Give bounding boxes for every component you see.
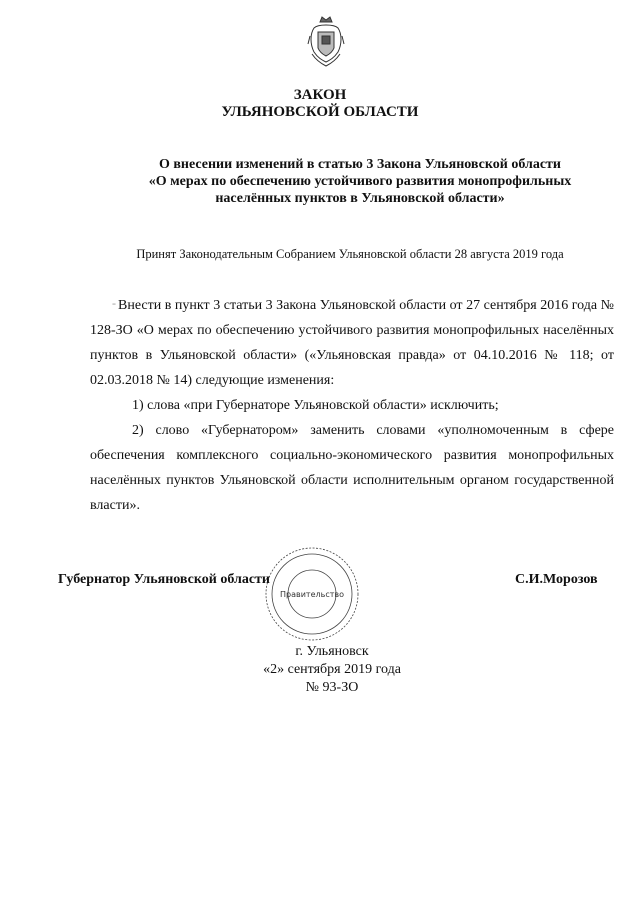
subject-line1: О внесении изменений в статью 3 Закона Ульяновской области: [158, 157, 561, 172]
seal-text: Правительство: [280, 590, 344, 599]
law-title-line2: УЛЬЯНОВСКОЙ ОБЛАСТИ: [221, 104, 419, 120]
body-paragraph: Внести в пункт 3 статьи 3 Закона Ульяновской области от 27 сентября 2016 года № 128-ЗО «О мерах по обеспечению устойчивого развития монопрофильных населённых пунктов в Ульяновской области» («Ульяновская правда» от 04.10.2016 № 118; от 02.03.2018 № 14) следующие изменения:: [90, 298, 614, 388]
law-subject: [100, 156, 620, 207]
coat-of-arms-icon: [306, 14, 346, 70]
adoption-note: Принят Законодательным Собранием Ульяновской области 28 августа 2019 года: [136, 247, 564, 261]
place-of-signing: г. Ульяновск: [295, 644, 369, 659]
law-body: [90, 293, 614, 518]
governor-name: С.И.Морозов: [515, 572, 598, 587]
amendment-item-1: 1) слова «при Губернаторе Ульяновской области» исключить;: [132, 398, 499, 413]
governor-title: Губернатор Ульяновской области: [58, 572, 270, 587]
subject-line2: «О мерах по обеспечению устойчивого развития монопрофильных: [148, 174, 572, 189]
law-number: № 93-ЗО: [305, 680, 359, 695]
official-seal: [262, 544, 362, 644]
signing-date: «2» сентября 2019 года: [263, 662, 401, 677]
subject-line3: населённых пунктов в Ульяновской области»: [215, 191, 505, 206]
amendment-item-2: 2) слово «Губернатором» заменить словами «уполномоченным в сфере обеспечения комплексного социально-экономического развития монопрофильных населённых пунктов Ульяновской области исполнительным органом государственной власти».: [90, 423, 614, 513]
margin-mark: -: [112, 296, 116, 310]
law-title-line1: ЗАКОН: [293, 87, 347, 103]
